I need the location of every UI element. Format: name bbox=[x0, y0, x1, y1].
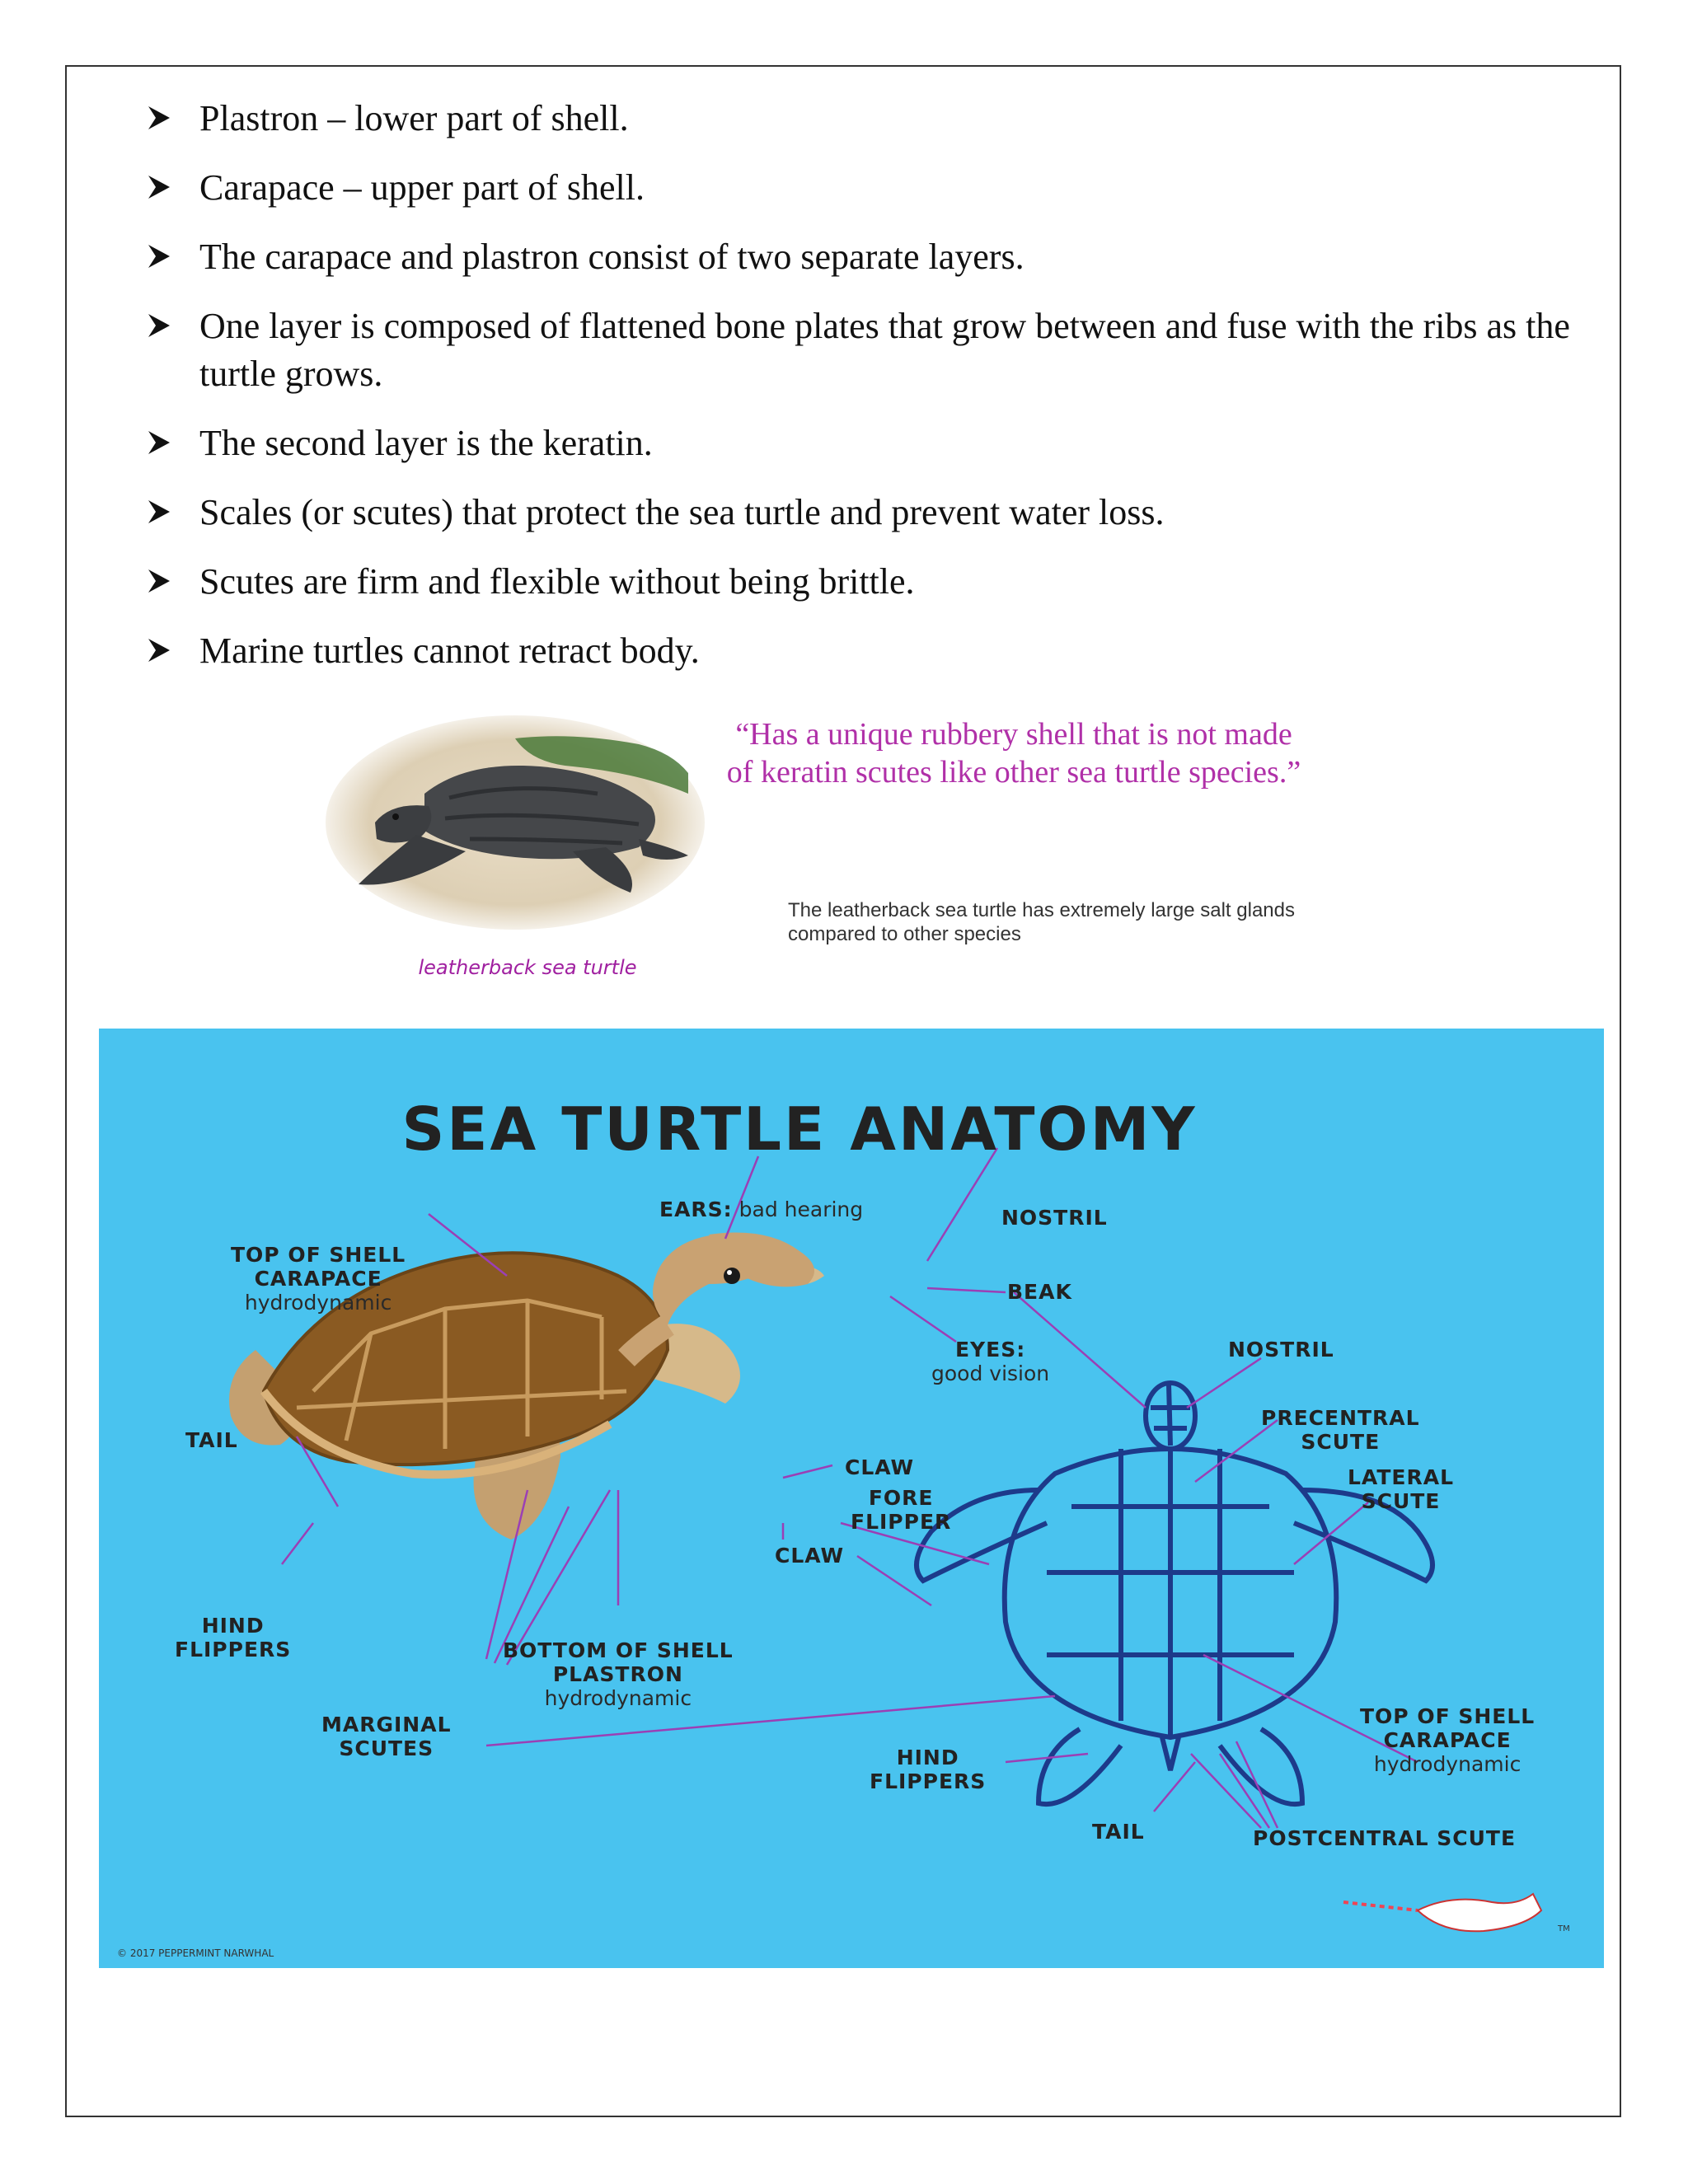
hind-left-1: HIND bbox=[201, 1614, 265, 1638]
marginal-1: MARGINAL bbox=[321, 1713, 452, 1736]
salt-gland-note: The leatherback sea turtle has extremely large salt glands compared to other species bbox=[788, 899, 1295, 945]
bullet-item bbox=[148, 95, 1599, 143]
bullet-text: One layer is composed of flattened bone plates that grow between and fuse with the ribs as the turtle grows. bbox=[199, 306, 1570, 394]
hind-right-2: FLIPPERS bbox=[870, 1769, 987, 1793]
arrowhead-bullet-icon bbox=[148, 233, 181, 281]
bullet-item bbox=[148, 164, 1599, 212]
label-bottom-of-shell bbox=[503, 1638, 734, 1710]
tail-left-text: TAIL bbox=[185, 1428, 238, 1452]
top-shell-right-2: CARAPACE bbox=[1383, 1728, 1512, 1752]
label-eyes bbox=[931, 1338, 1049, 1385]
label-postcentral-scute bbox=[1253, 1826, 1516, 1850]
nostril-top-text: NOSTRIL bbox=[1228, 1338, 1334, 1361]
narwhal-logo bbox=[1343, 1894, 1570, 1933]
label-precentral-scute bbox=[1261, 1406, 1420, 1454]
sea-turtle-anatomy-poster bbox=[99, 1029, 1604, 1968]
tm-mark: TM bbox=[1558, 1924, 1570, 1933]
label-claw-upper bbox=[845, 1455, 914, 1479]
bullet-item bbox=[148, 558, 1599, 606]
bullet-text: Plastron – lower part of shell. bbox=[199, 98, 629, 138]
leatherback-turtle-photo bbox=[326, 715, 705, 930]
arrowhead-bullet-icon bbox=[148, 627, 181, 675]
eyes-label: EYES: bbox=[954, 1338, 1026, 1361]
label-beak bbox=[1007, 1280, 1072, 1304]
top-shell-right-1: TOP OF SHELL bbox=[1360, 1704, 1536, 1728]
beak-text: BEAK bbox=[1007, 1280, 1072, 1304]
arrowhead-bullet-icon bbox=[148, 558, 181, 606]
bullet-text: Carapace – upper part of shell. bbox=[199, 167, 645, 208]
bullet-text: Marine turtles cannot retract body. bbox=[199, 630, 700, 671]
ears-sub: bad hearing bbox=[738, 1197, 864, 1221]
arrowhead-bullet-icon bbox=[148, 489, 181, 537]
arrowhead-bullet-icon bbox=[148, 419, 181, 467]
label-tail-left bbox=[185, 1428, 238, 1452]
hind-left-2: FLIPPERS bbox=[175, 1638, 292, 1661]
bullet-item bbox=[148, 489, 1599, 537]
poster-title: SEA TURTLE ANATOMY bbox=[401, 1094, 1198, 1164]
ears-label: EARS: bbox=[659, 1197, 733, 1221]
bottom-2: PLASTRON bbox=[552, 1662, 683, 1686]
arrowhead-bullet-icon bbox=[148, 164, 181, 212]
label-fore-flipper bbox=[851, 1486, 951, 1534]
bullet-item bbox=[148, 627, 1599, 675]
arrowhead-bullet-icon bbox=[148, 302, 181, 350]
bullet-text: Scales (or scutes) that protect the sea turtle and prevent water loss. bbox=[199, 492, 1165, 532]
fore-2: FLIPPER bbox=[851, 1510, 952, 1534]
top-shell-left-3: hydrodynamic bbox=[244, 1291, 392, 1315]
label-nostril-top bbox=[1228, 1338, 1334, 1361]
bullet-text: The carapace and plastron consist of two separate layers. bbox=[199, 237, 1025, 277]
label-nostril-side bbox=[1001, 1206, 1108, 1230]
precentral-2: SCUTE bbox=[1301, 1430, 1381, 1454]
leatherback-caption: leatherback sea turtle bbox=[418, 956, 637, 979]
tail-right-text: TAIL bbox=[1092, 1820, 1145, 1844]
bullet-item bbox=[148, 302, 1599, 398]
arrowhead-bullet-icon bbox=[148, 95, 181, 143]
nostril-side-text: NOSTRIL bbox=[1001, 1206, 1108, 1230]
label-top-shell-left bbox=[231, 1243, 406, 1315]
bullet-item bbox=[148, 419, 1599, 467]
bullet-text: The second layer is the keratin. bbox=[199, 423, 653, 463]
lateral-1: LATERAL bbox=[1348, 1465, 1454, 1489]
label-claw-lower bbox=[775, 1544, 844, 1568]
label-hind-flippers-left bbox=[175, 1614, 291, 1661]
bullet-list bbox=[148, 95, 1599, 696]
top-shell-left-2: CARAPACE bbox=[254, 1267, 382, 1291]
label-tail-right bbox=[1092, 1820, 1145, 1844]
label-top-shell-right bbox=[1360, 1704, 1535, 1776]
top-shell-left-1: TOP OF SHELL bbox=[231, 1243, 406, 1267]
precentral-1: PRECENTRAL bbox=[1261, 1406, 1420, 1430]
lateral-2: SCUTE bbox=[1361, 1489, 1441, 1513]
bullet-item bbox=[148, 233, 1599, 281]
marginal-2: SCUTES bbox=[339, 1736, 434, 1760]
claw-lower-text: CLAW bbox=[775, 1544, 845, 1568]
top-shell-right-3: hydrodynamic bbox=[1373, 1752, 1522, 1776]
bottom-1: BOTTOM OF SHELL bbox=[503, 1638, 734, 1662]
fore-1: FORE bbox=[868, 1486, 934, 1510]
bullet-text: Scutes are firm and flexible without being brittle. bbox=[199, 561, 915, 602]
claw-upper-text: CLAW bbox=[845, 1455, 915, 1479]
eyes-sub: good vision bbox=[931, 1361, 1050, 1385]
hind-right-1: HIND bbox=[896, 1746, 959, 1769]
label-marginal-scutes bbox=[321, 1713, 452, 1760]
leader-lines bbox=[282, 1148, 1418, 1828]
label-hind-flippers-right bbox=[870, 1746, 986, 1793]
bottom-3: hydrodynamic bbox=[544, 1686, 692, 1710]
leatherback-quote: “Has a unique rubbery shell that is not made of keratin scutes like other sea turtle species.” bbox=[726, 717, 1301, 790]
postcentral-text: POSTCENTRAL SCUTE bbox=[1253, 1826, 1517, 1850]
label-ears bbox=[659, 1197, 863, 1221]
poster-copyright: © 2017 PEPPERMINT NARWHAL bbox=[117, 1947, 274, 1959]
label-lateral-scute bbox=[1348, 1465, 1454, 1513]
